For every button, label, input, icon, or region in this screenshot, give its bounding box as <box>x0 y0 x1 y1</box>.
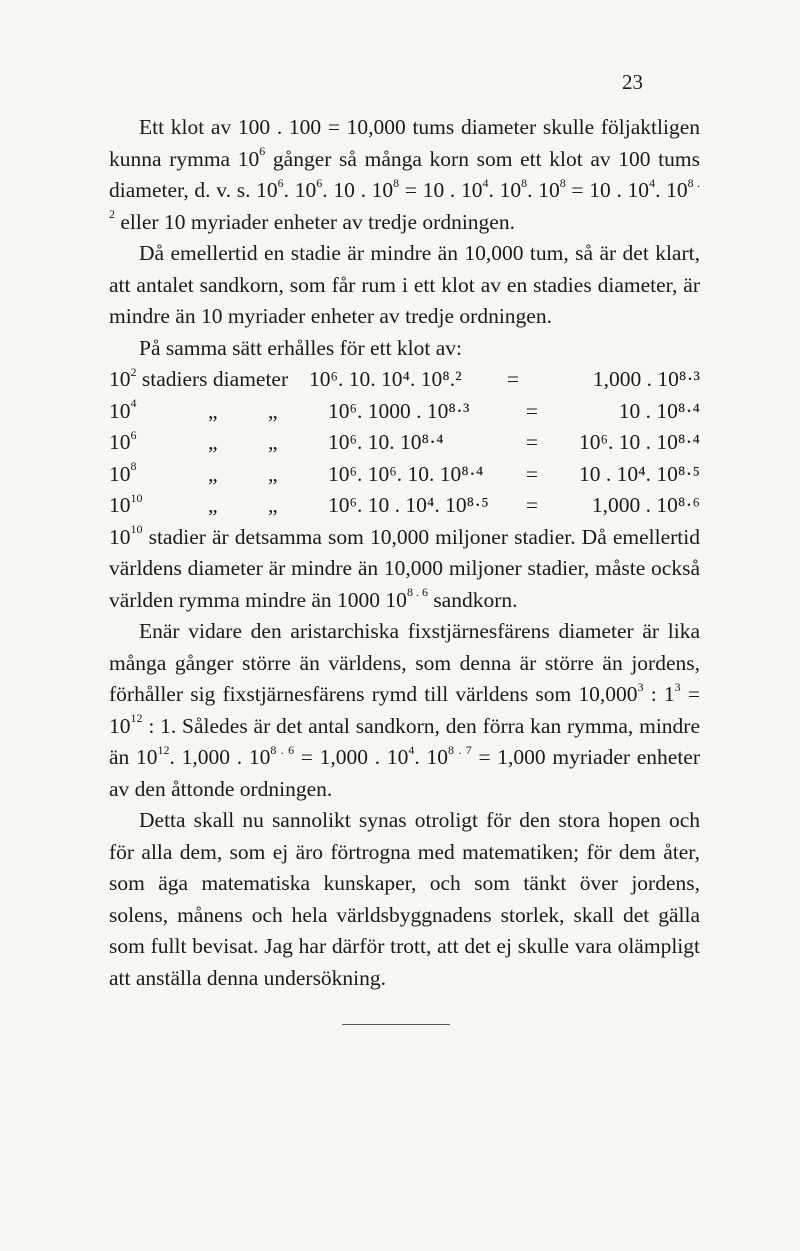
table-cell-ditto: „ <box>268 461 278 486</box>
table-cell-ditto: „ <box>208 461 218 486</box>
table-cell-ditto: „ <box>268 493 278 517</box>
table-cell-result: 10⁶. 10 . 10⁸·⁴ <box>578 430 700 454</box>
table-row <box>109 396 700 428</box>
table-cell-equals: = <box>525 430 539 454</box>
page-number: 23 <box>622 70 643 94</box>
end-divider <box>342 1024 450 1025</box>
table-cell-equals: = <box>525 461 539 486</box>
table-row <box>109 364 700 396</box>
table-cell-ditto: „ <box>268 398 278 423</box>
paragraph-5: Enär vidare den aristarchiska fixstjärnesfärens diameter är lika många gånger större än världens, som denna är större än jordens, förhåller sig fixstjärnesfärens rymd till världens som 10,000$^3$ : $1^3 = 10^{12}$ : 1. Således är det antal sandkorn, den förra kan rymma, mindre än $10^{12}$. 1,000 . $10^{8 . 6} = 1,000$ . $10^4$. $10^{8 . 7} = 1,000$ myriader enheter av den åttonde ordningen. <box>109 619 701 801</box>
table-cell-expression: 10⁶. 10. 10⁴. 10⁸.² <box>309 367 462 391</box>
paragraph-4: $10^{10}$ stadier är detsamma som 10,000 miljoner stadier. Då emellertid världens diameter är mindre än 10,000 miljoner stadier, måste också världen rymma mindre än 1000 $10^{8 . 6}$ sandkorn. <box>109 522 700 612</box>
table-cell-result: 1,000 . 10⁸·⁶ <box>591 493 700 517</box>
table-cell-expression: 10⁶. 10. 10⁸·⁴ <box>328 430 444 454</box>
table-cell-base: $10^4$ <box>109 396 137 423</box>
table-cell-result: 1,000 . 10⁸·³ <box>592 367 700 391</box>
table-cell-ditto: „ <box>208 493 218 517</box>
paragraph-1: Ett klot av 100 . 100 = 10,000 tums diameter skulle följaktligen kunna rymma $10^6$ gånger så många korn som ett klot av 100 tums diameter, d. v. s. $10^6$. $10^6$. 10 . $10^8 = 10$ . $10^4$. $10^8$. $10^8 = 10$ . $10^4$. $10^{8 . 2}$ eller 10 myriader enheter av tredje ordningen. <box>109 115 700 234</box>
table-row <box>109 427 700 459</box>
table-cell-ditto: „ <box>268 430 278 454</box>
table-cell-result: 10 . 10⁸·⁴ <box>618 398 700 423</box>
table-cell-result: 10 . 10⁴. 10⁸·⁵ <box>578 461 700 486</box>
table-cell-base: $10^8$ <box>109 459 137 486</box>
table-cell-expression: 10⁶. 1000 . 10⁸·³ <box>328 398 470 423</box>
calculation-table <box>109 364 700 522</box>
table-cell-base: $10^2$ stadiers diameter <box>109 364 289 391</box>
paragraph-3: På samma sätt erhålles för ett klot av: <box>139 335 463 360</box>
table-cell-equals: = <box>506 367 520 391</box>
paragraph-2: Då emellertid en stadie är mindre än 10,000 tum, så är det klart, att antalet sandkorn, som får rum i ett klot av en stadies diameter, är mindre än 10 myriader enheter av tredje ordningen. <box>109 241 700 328</box>
table-cell-equals: = <box>525 493 539 517</box>
table-cell-expression: 10⁶. 10 . 10⁴. 10⁸·⁵ <box>328 493 489 517</box>
table-cell-equals: = <box>525 398 539 423</box>
table-cell-ditto: „ <box>208 398 218 423</box>
page-body <box>109 112 700 994</box>
paragraph-6: Detta skall nu sannolikt synas otroligt för den stora hopen och för alla dem, som ej äro förtrogna med matematiken; för dem åter, som äga matematiska kunskaper, och som tänkt över jordens, solens, månens och hela världsbyggnadens storlek, skall det gälla som fullt bevisat. Jag har därför trott, att det ej skulle vara olämpligt att anställa denna undersökning. <box>109 808 700 990</box>
table-cell-base: $10^6$ <box>109 427 137 454</box>
table-cell-base: $10^{10}$ <box>109 490 143 517</box>
table-cell-expression: 10⁶. 10⁶. 10. 10⁸·⁴ <box>328 461 484 486</box>
table-row <box>109 459 700 491</box>
table-cell-ditto: „ <box>208 430 218 454</box>
table-row <box>109 490 700 522</box>
